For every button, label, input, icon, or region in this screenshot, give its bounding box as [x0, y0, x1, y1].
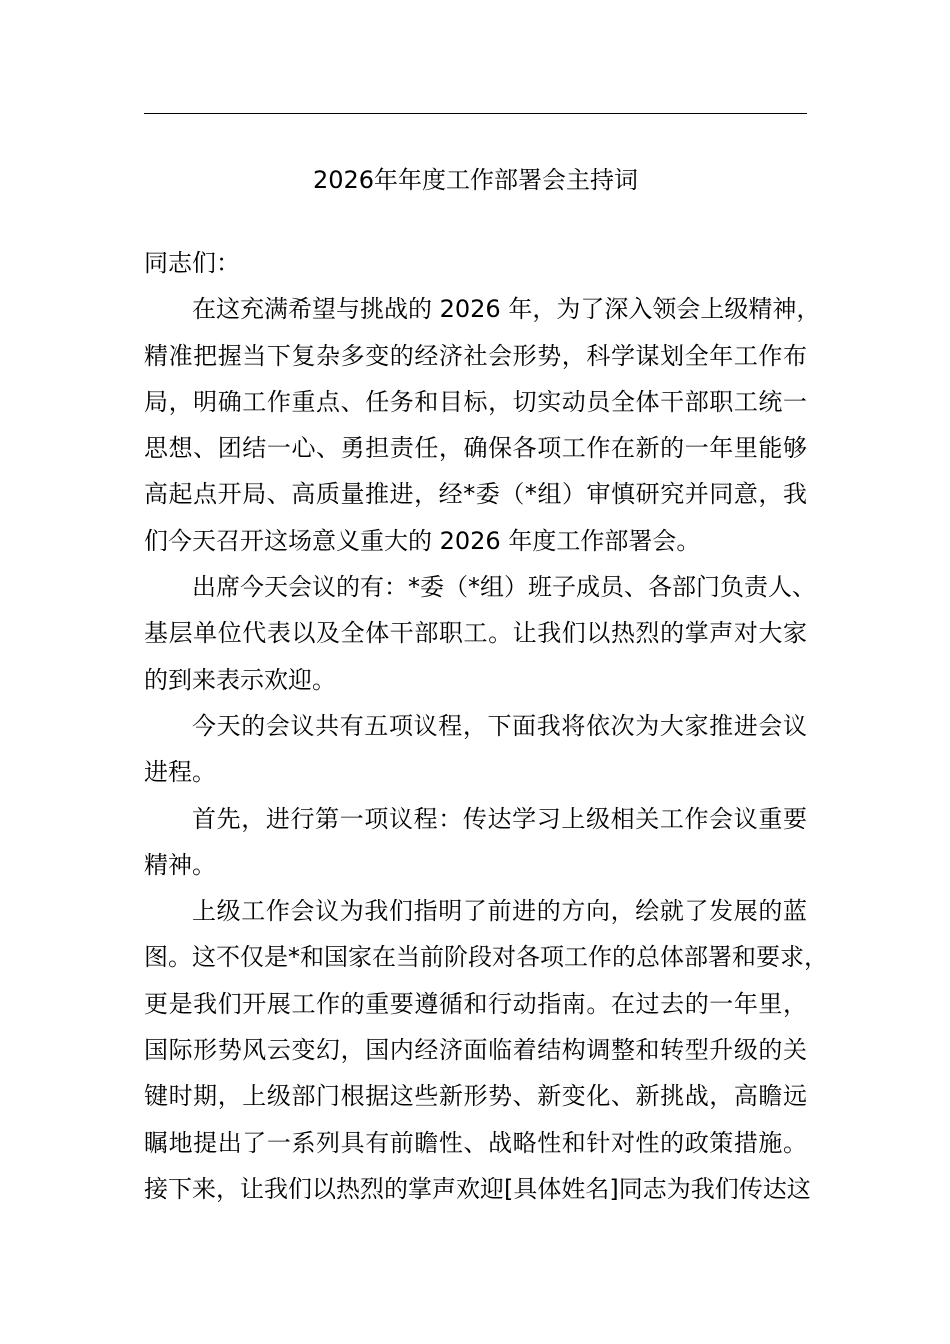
paragraph-line: 瞩地提出了一系列具有前瞻性、战略性和针对性的政策措施。	[144, 1128, 807, 1157]
paragraph-line: 的到来表示欢迎。	[144, 665, 336, 694]
paragraph-line: 精准把握当下复杂多变的经济社会形势，科学谋划全年工作布	[144, 341, 807, 370]
paragraph-line: 接下来，让我们以热烈的掌声欢迎[具体姓名]同志为我们传达这	[144, 1174, 811, 1203]
paragraph-line: 进程。	[144, 758, 216, 787]
paragraph-line: 出席今天会议的有：*委（*组）班子成员、各部门负责人、	[192, 573, 816, 602]
paragraph-line: 们今天召开这场意义重大的 2026 年度工作部署会。	[144, 526, 701, 555]
paragraph-line: 思想、团结一心、勇担责任，确保各项工作在新的一年里能够	[144, 434, 807, 463]
paragraph-line: 今天的会议共有五项议程，下面我将依次为大家推进会议	[192, 711, 807, 740]
paragraph-line: 上级工作会议为我们指明了前进的方向，绘就了发展的蓝	[192, 897, 807, 926]
document-body	[144, 240, 828, 1212]
paragraph-line: 在这充满希望与挑战的 2026 年，为了深入领会上级精神，	[192, 295, 821, 324]
paragraph-line: 国际形势风云变幻，国内经济面临着结构调整和转型升级的关	[144, 1036, 807, 1065]
salutation-line: 同志们：	[144, 249, 240, 277]
paragraph-line: 首先，进行第一项议程：传达学习上级相关工作会议重要	[192, 804, 807, 833]
header-rule	[144, 113, 807, 114]
document-title: 2026年年度工作部署会主持词	[312, 166, 639, 194]
paragraph-line: 局，明确工作重点、任务和目标，切实动员全体干部职工统一	[144, 387, 807, 416]
paragraph-line: 基层单位代表以及全体干部职工。让我们以热烈的掌声对大家	[144, 619, 807, 648]
paragraph-line: 精神。	[144, 850, 216, 879]
paragraph-line: 更是我们开展工作的重要遵循和行动指南。在过去的一年里，	[144, 989, 807, 1018]
paragraph-line: 高起点开局、高质量推进，经*委（*组）审慎研究并同意，我	[144, 480, 807, 509]
paragraph-line: 图。这不仅是*和国家在当前阶段对各项工作的总体部署和要求，	[144, 943, 828, 972]
paragraph-line: 键时期，上级部门根据这些新形势、新变化、新挑战，高瞻远	[144, 1082, 807, 1111]
